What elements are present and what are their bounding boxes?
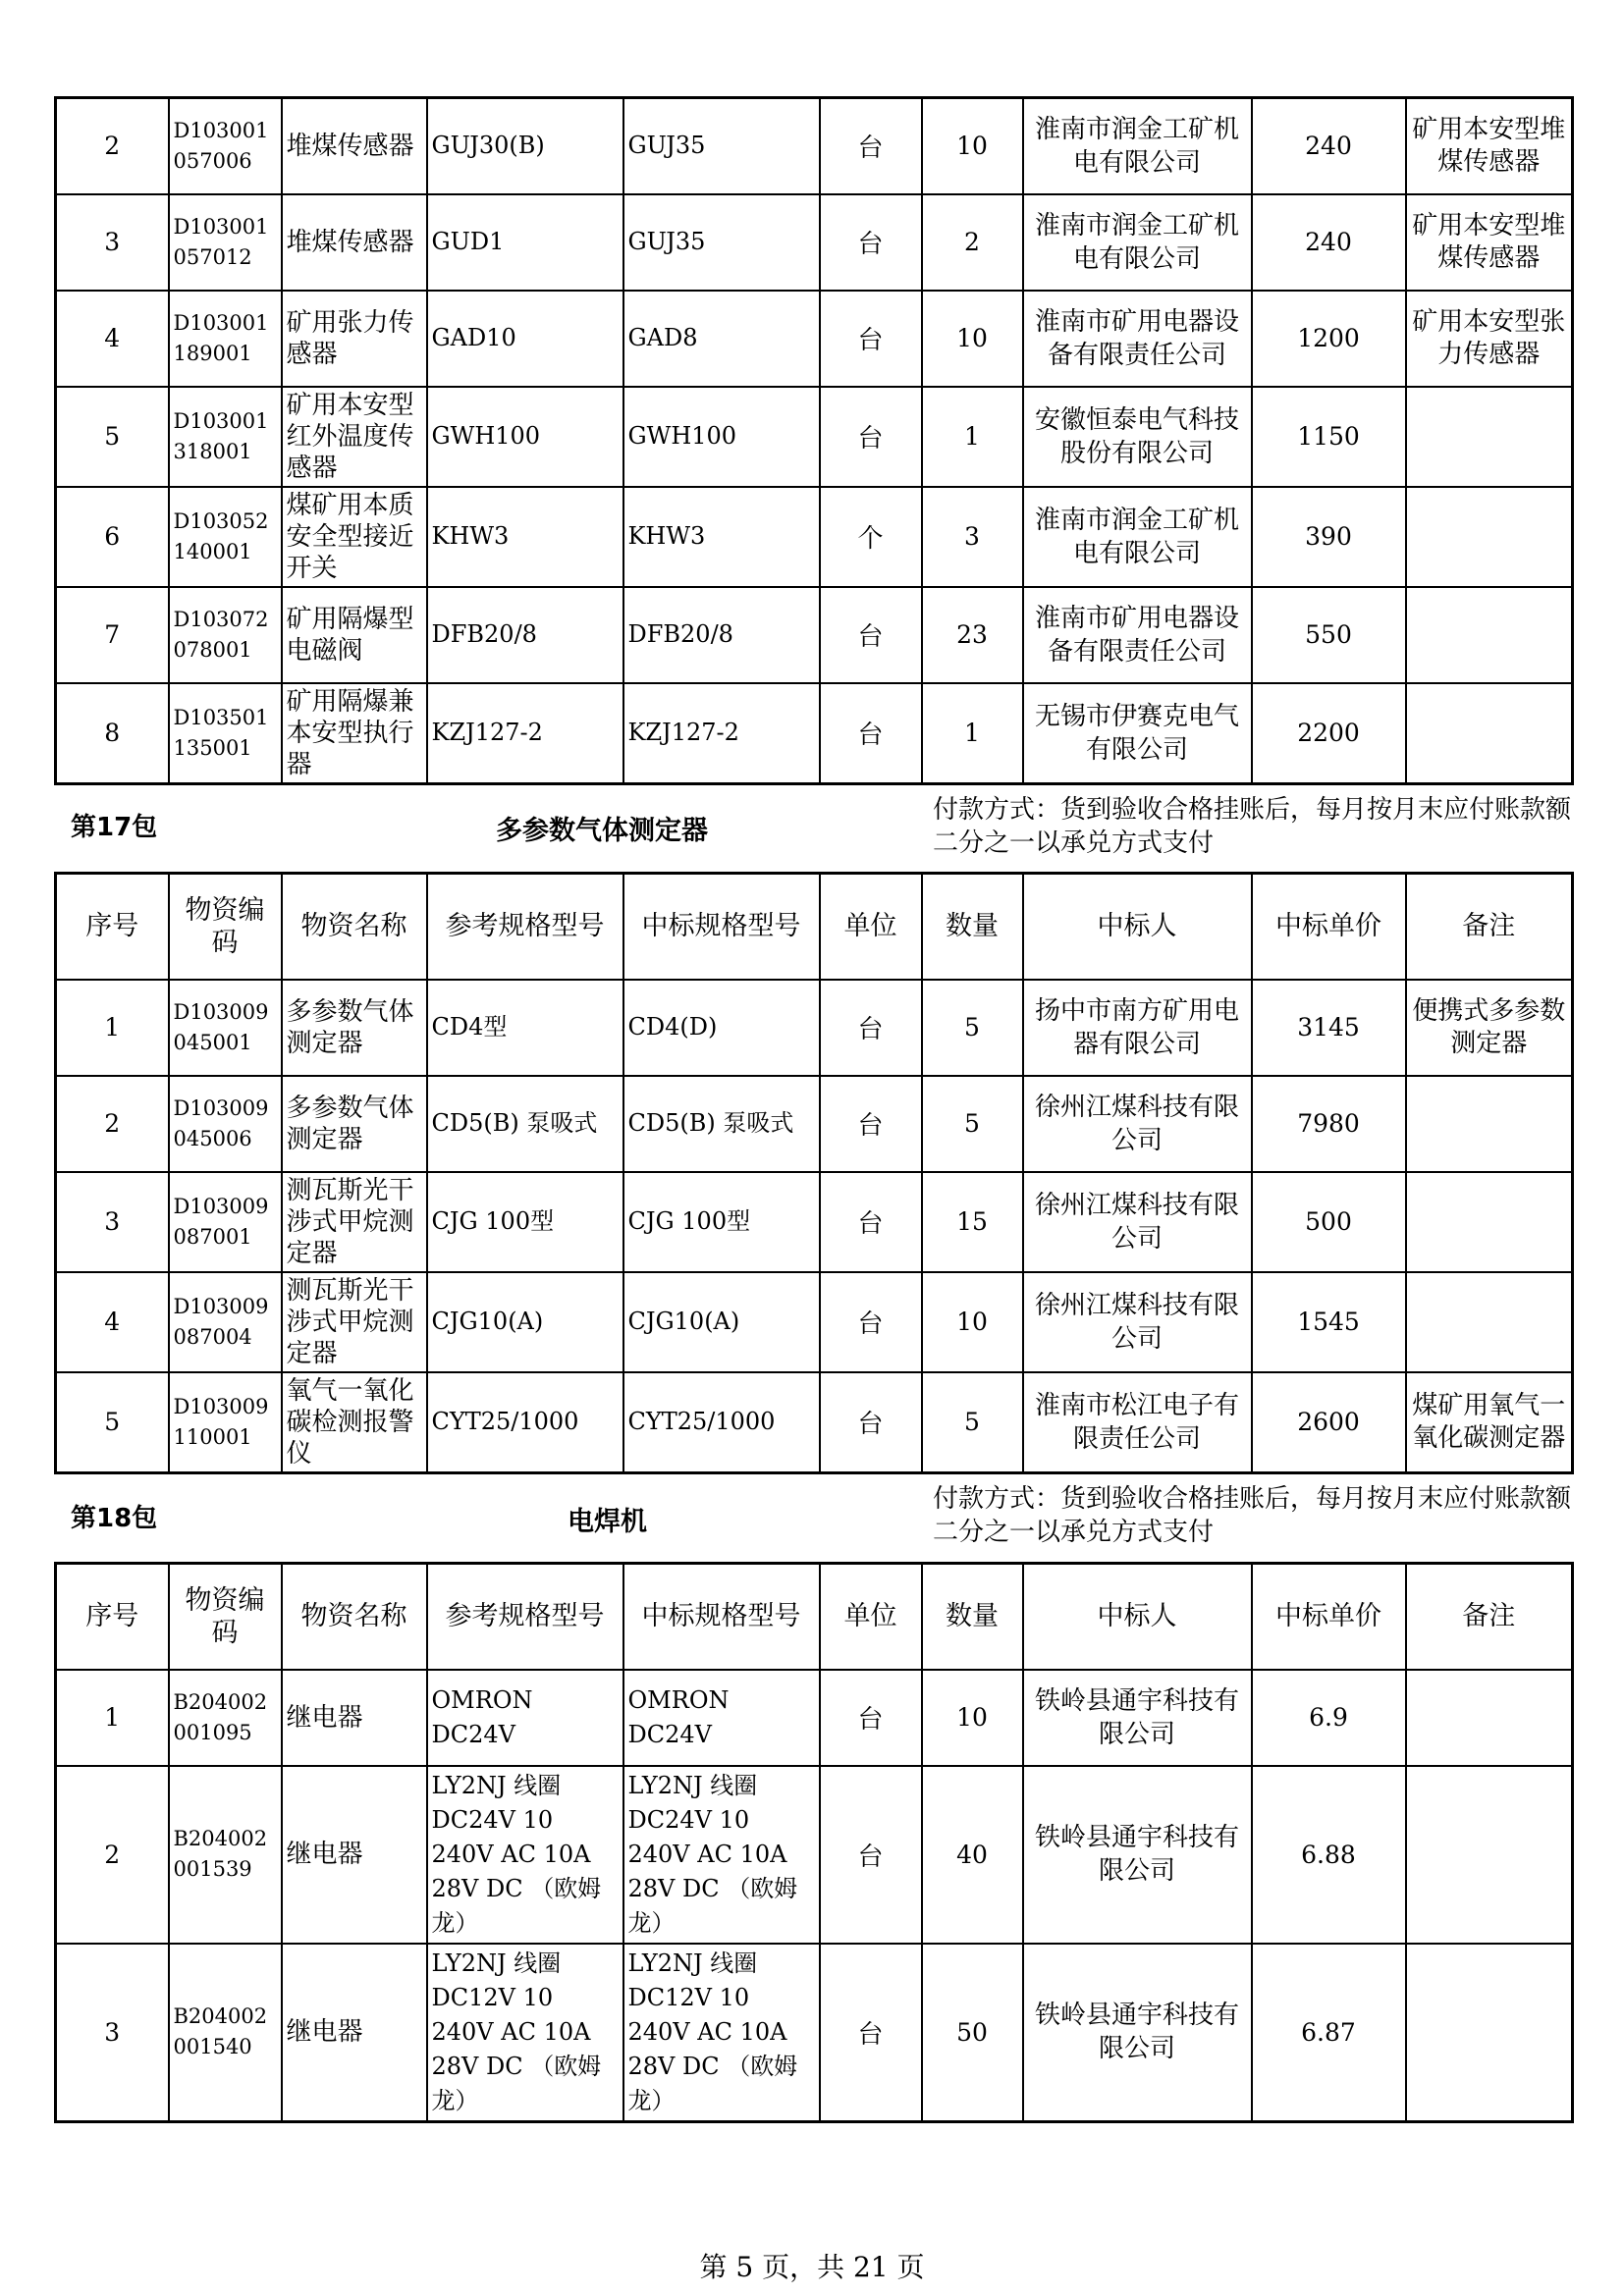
remark-cell [1406,587,1573,683]
column-header: 中标规格型号 [623,1564,820,1670]
winning-bidder-cell: 淮南市润金工矿机电有限公司 [1023,487,1252,587]
column-header: 序号 [56,1564,169,1670]
quantity-cell: 2 [922,194,1023,291]
unit-cell: 台 [820,1076,922,1172]
column-header: 物资名称 [282,1564,427,1670]
table-row [56,1172,1573,1272]
unit-cell: 台 [820,1766,922,1944]
quantity-cell: 5 [922,1076,1023,1172]
column-header: 数量 [922,874,1023,980]
table-row [56,587,1573,683]
reference-spec-cell: CJG10(A) [427,1272,623,1372]
winning-bidder-cell: 扬中市南方矿用电器有限公司 [1023,980,1252,1076]
row-index-cell: 6 [56,487,169,587]
column-header: 参考规格型号 [427,874,623,980]
column-header: 参考规格型号 [427,1564,623,1670]
material-code-cell: B204002001540 [169,1944,282,2122]
unit-price-cell: 1545 [1252,1272,1406,1372]
winning-spec-cell: LY2NJ 线圈DC12V 10 240V AC 10A 28V DC （欧姆龙） [623,1944,820,2122]
unit-price-cell: 2200 [1252,683,1406,784]
column-header: 数量 [922,1564,1023,1670]
winning-bidder-cell: 铁岭县通宇科技有限公司 [1023,1670,1252,1766]
winning-bidder-cell: 铁岭县通宇科技有限公司 [1023,1944,1252,2122]
reference-spec-cell: LY2NJ 线圈DC12V 10 240V AC 10A 28V DC （欧姆龙） [427,1944,623,2122]
material-code-cell: D103009045001 [169,980,282,1076]
column-header: 备注 [1406,874,1573,980]
material-code-cell: D103001318001 [169,387,282,487]
unit-cell: 台 [820,1944,922,2122]
package-label: 第17包 [71,813,158,842]
quantity-cell: 50 [922,1944,1023,2122]
table-row [56,1766,1573,1944]
remark-cell [1406,1172,1573,1272]
table-row [56,980,1573,1076]
remark-cell [1406,387,1573,487]
row-index-cell: 2 [56,1766,169,1944]
material-code-cell: D103009087004 [169,1272,282,1372]
table-row [56,1944,1573,2122]
winning-spec-cell: OMRON DC24V [623,1670,820,1766]
unit-price-cell: 6.87 [1252,1944,1406,2122]
page-footer: 第 5 页，共 21 页 [699,2251,925,2283]
winning-spec-cell: CYT25/1000 [623,1372,820,1473]
unit-price-cell: 6.9 [1252,1670,1406,1766]
remark-cell [1406,1766,1573,1944]
material-code-cell: D103501135001 [169,683,282,784]
material-code-cell: D103001057012 [169,194,282,291]
quantity-cell: 10 [922,291,1023,387]
reference-spec-cell: GAD10 [427,291,623,387]
row-index-cell: 4 [56,1272,169,1372]
remark-cell [1406,487,1573,587]
unit-price-cell: 2600 [1252,1372,1406,1473]
unit-cell: 台 [820,1670,922,1766]
reference-spec-cell: CYT25/1000 [427,1372,623,1473]
column-header: 物资编码 [169,1564,282,1670]
quantity-cell: 10 [922,98,1023,194]
reference-spec-cell: KHW3 [427,487,623,587]
unit-cell: 台 [820,194,922,291]
quantity-cell: 40 [922,1766,1023,1944]
table-header-row [56,1564,1573,1670]
material-name-cell: 氧气一氧化碳检测报警仪 [282,1372,427,1473]
reference-spec-cell: GUD1 [427,194,623,291]
package-title: 电焊机 [568,1507,647,1537]
winning-bidder-cell: 淮南市润金工矿机电有限公司 [1023,98,1252,194]
unit-price-cell: 500 [1252,1172,1406,1272]
winning-spec-cell: CJG10(A) [623,1272,820,1372]
winning-bidder-cell: 铁岭县通宇科技有限公司 [1023,1766,1252,1944]
table-row [56,387,1573,487]
row-index-cell: 3 [56,194,169,291]
table-header-row [56,874,1573,980]
material-name-cell: 继电器 [282,1944,427,2122]
remark-cell: 煤矿用氧气一氧化碳测定器 [1406,1372,1573,1473]
row-index-cell: 1 [56,980,169,1076]
winning-spec-cell: KZJ127-2 [623,683,820,784]
winning-spec-cell: CD4(D) [623,980,820,1076]
material-name-cell: 继电器 [282,1766,427,1944]
row-index-cell: 4 [56,291,169,387]
reference-spec-cell: CJG 100型 [427,1172,623,1272]
material-name-cell: 煤矿用本质安全型接近开关 [282,487,427,587]
payment-terms: 付款方式：货到验收合格挂账后，每月按月末应付账款额二分之一以承兑方式支付 [933,795,1572,858]
table-row [56,683,1573,784]
column-header: 物资编码 [169,874,282,980]
column-header: 备注 [1406,1564,1573,1670]
winning-spec-cell: GWH100 [623,387,820,487]
unit-cell: 台 [820,683,922,784]
winning-bidder-cell: 徐州江煤科技有限公司 [1023,1076,1252,1172]
winning-spec-cell: CJG 100型 [623,1172,820,1272]
reference-spec-cell: OMRON DC24V [427,1670,623,1766]
reference-spec-cell: DFB20/8 [427,587,623,683]
material-name-cell: 矿用隔爆兼本安型执行器 [282,683,427,784]
winning-bidder-cell: 徐州江煤科技有限公司 [1023,1172,1252,1272]
unit-cell: 台 [820,1172,922,1272]
quantity-cell: 15 [922,1172,1023,1272]
remark-cell: 矿用本安型张力传感器 [1406,291,1573,387]
unit-price-cell: 7980 [1252,1076,1406,1172]
row-index-cell: 2 [56,98,169,194]
material-name-cell: 堆煤传感器 [282,98,427,194]
material-code-cell: D103072078001 [169,587,282,683]
row-index-cell: 8 [56,683,169,784]
unit-price-cell: 390 [1252,487,1406,587]
winning-bidder-cell: 无锡市伊赛克电气有限公司 [1023,683,1252,784]
table-row [56,1670,1573,1766]
material-name-cell: 测瓦斯光干涉式甲烷测定器 [282,1172,427,1272]
material-name-cell: 测瓦斯光干涉式甲烷测定器 [282,1272,427,1372]
quantity-cell: 5 [922,1372,1023,1473]
column-header: 中标单价 [1252,1564,1406,1670]
material-code-cell: D103009110001 [169,1372,282,1473]
winning-bidder-cell: 徐州江煤科技有限公司 [1023,1272,1252,1372]
winning-spec-cell: DFB20/8 [623,587,820,683]
package-title: 多参数气体测定器 [496,816,708,846]
winning-spec-cell: GAD8 [623,291,820,387]
remark-cell [1406,683,1573,784]
remark-cell [1406,1272,1573,1372]
table-row [56,487,1573,587]
unit-cell: 台 [820,98,922,194]
table-row [56,1076,1573,1172]
payment-terms: 付款方式：货到验收合格挂账后，每月按月末应付账款额二分之一以承兑方式支付 [933,1484,1572,1547]
material-name-cell: 矿用隔爆型电磁阀 [282,587,427,683]
row-index-cell: 5 [56,1372,169,1473]
quantity-cell: 3 [922,487,1023,587]
column-header: 中标单价 [1252,874,1406,980]
column-header: 单位 [820,874,922,980]
column-header: 中标规格型号 [623,874,820,980]
unit-price-cell: 3145 [1252,980,1406,1076]
material-name-cell: 堆煤传感器 [282,194,427,291]
row-index-cell: 3 [56,1944,169,2122]
material-code-cell: D103052140001 [169,487,282,587]
material-name-cell: 矿用张力传感器 [282,291,427,387]
row-index-cell: 1 [56,1670,169,1766]
table-pkg17 [54,872,1574,1474]
quantity-cell: 1 [922,683,1023,784]
unit-price-cell: 240 [1252,194,1406,291]
table-pkg18 [54,1562,1574,2123]
unit-cell: 台 [820,980,922,1076]
material-code-cell: D103009045006 [169,1076,282,1172]
winning-bidder-cell: 淮南市矿用电器设备有限责任公司 [1023,587,1252,683]
remark-cell [1406,1944,1573,2122]
winning-spec-cell: GUJ35 [623,194,820,291]
material-code-cell: B204002001095 [169,1670,282,1766]
unit-cell: 个 [820,487,922,587]
winning-bidder-cell: 淮南市松江电子有限责任公司 [1023,1372,1252,1473]
winning-spec-cell: LY2NJ 线圈DC24V 10 240V AC 10A 28V DC （欧姆龙） [623,1766,820,1944]
unit-cell: 台 [820,1372,922,1473]
table-continued-pkg16 [54,96,1574,785]
winning-spec-cell: GUJ35 [623,98,820,194]
winning-spec-cell: CD5(B) 泵吸式 [623,1076,820,1172]
unit-cell: 台 [820,587,922,683]
material-name-cell: 多参数气体测定器 [282,980,427,1076]
quantity-cell: 1 [922,387,1023,487]
column-header: 单位 [820,1564,922,1670]
winning-bidder-cell: 安徽恒泰电气科技股份有限公司 [1023,387,1252,487]
material-code-cell: B204002001539 [169,1766,282,1944]
remark-cell: 矿用本安型堆煤传感器 [1406,194,1573,291]
package-label: 第18包 [71,1504,158,1533]
column-header: 中标人 [1023,874,1252,980]
unit-price-cell: 240 [1252,98,1406,194]
column-header: 序号 [56,874,169,980]
reference-spec-cell: CD5(B) 泵吸式 [427,1076,623,1172]
row-index-cell: 2 [56,1076,169,1172]
row-index-cell: 7 [56,587,169,683]
quantity-cell: 10 [922,1272,1023,1372]
reference-spec-cell: GUJ30(B) [427,98,623,194]
unit-price-cell: 1150 [1252,387,1406,487]
remark-cell: 便携式多参数测定器 [1406,980,1573,1076]
table-row [56,194,1573,291]
reference-spec-cell: LY2NJ 线圈DC24V 10 240V AC 10A 28V DC （欧姆龙） [427,1766,623,1944]
column-header: 物资名称 [282,874,427,980]
remark-cell [1406,1076,1573,1172]
column-header: 中标人 [1023,1564,1252,1670]
table-row [56,98,1573,194]
material-name-cell: 多参数气体测定器 [282,1076,427,1172]
unit-price-cell: 1200 [1252,291,1406,387]
reference-spec-cell: KZJ127-2 [427,683,623,784]
quantity-cell: 5 [922,980,1023,1076]
unit-price-cell: 6.88 [1252,1766,1406,1944]
reference-spec-cell: CD4型 [427,980,623,1076]
material-code-cell: D103001057006 [169,98,282,194]
quantity-cell: 10 [922,1670,1023,1766]
row-index-cell: 3 [56,1172,169,1272]
quantity-cell: 23 [922,587,1023,683]
table-row [56,291,1573,387]
unit-cell: 台 [820,387,922,487]
row-index-cell: 5 [56,387,169,487]
table-row [56,1272,1573,1372]
unit-cell: 台 [820,1272,922,1372]
material-code-cell: D103009087001 [169,1172,282,1272]
reference-spec-cell: GWH100 [427,387,623,487]
material-code-cell: D103001189001 [169,291,282,387]
unit-price-cell: 550 [1252,587,1406,683]
remark-cell: 矿用本安型堆煤传感器 [1406,98,1573,194]
material-name-cell: 继电器 [282,1670,427,1766]
unit-cell: 台 [820,291,922,387]
winning-spec-cell: KHW3 [623,487,820,587]
material-name-cell: 矿用本安型红外温度传感器 [282,387,427,487]
table-row [56,1372,1573,1473]
remark-cell [1406,1670,1573,1766]
winning-bidder-cell: 淮南市矿用电器设备有限责任公司 [1023,291,1252,387]
winning-bidder-cell: 淮南市润金工矿机电有限公司 [1023,194,1252,291]
